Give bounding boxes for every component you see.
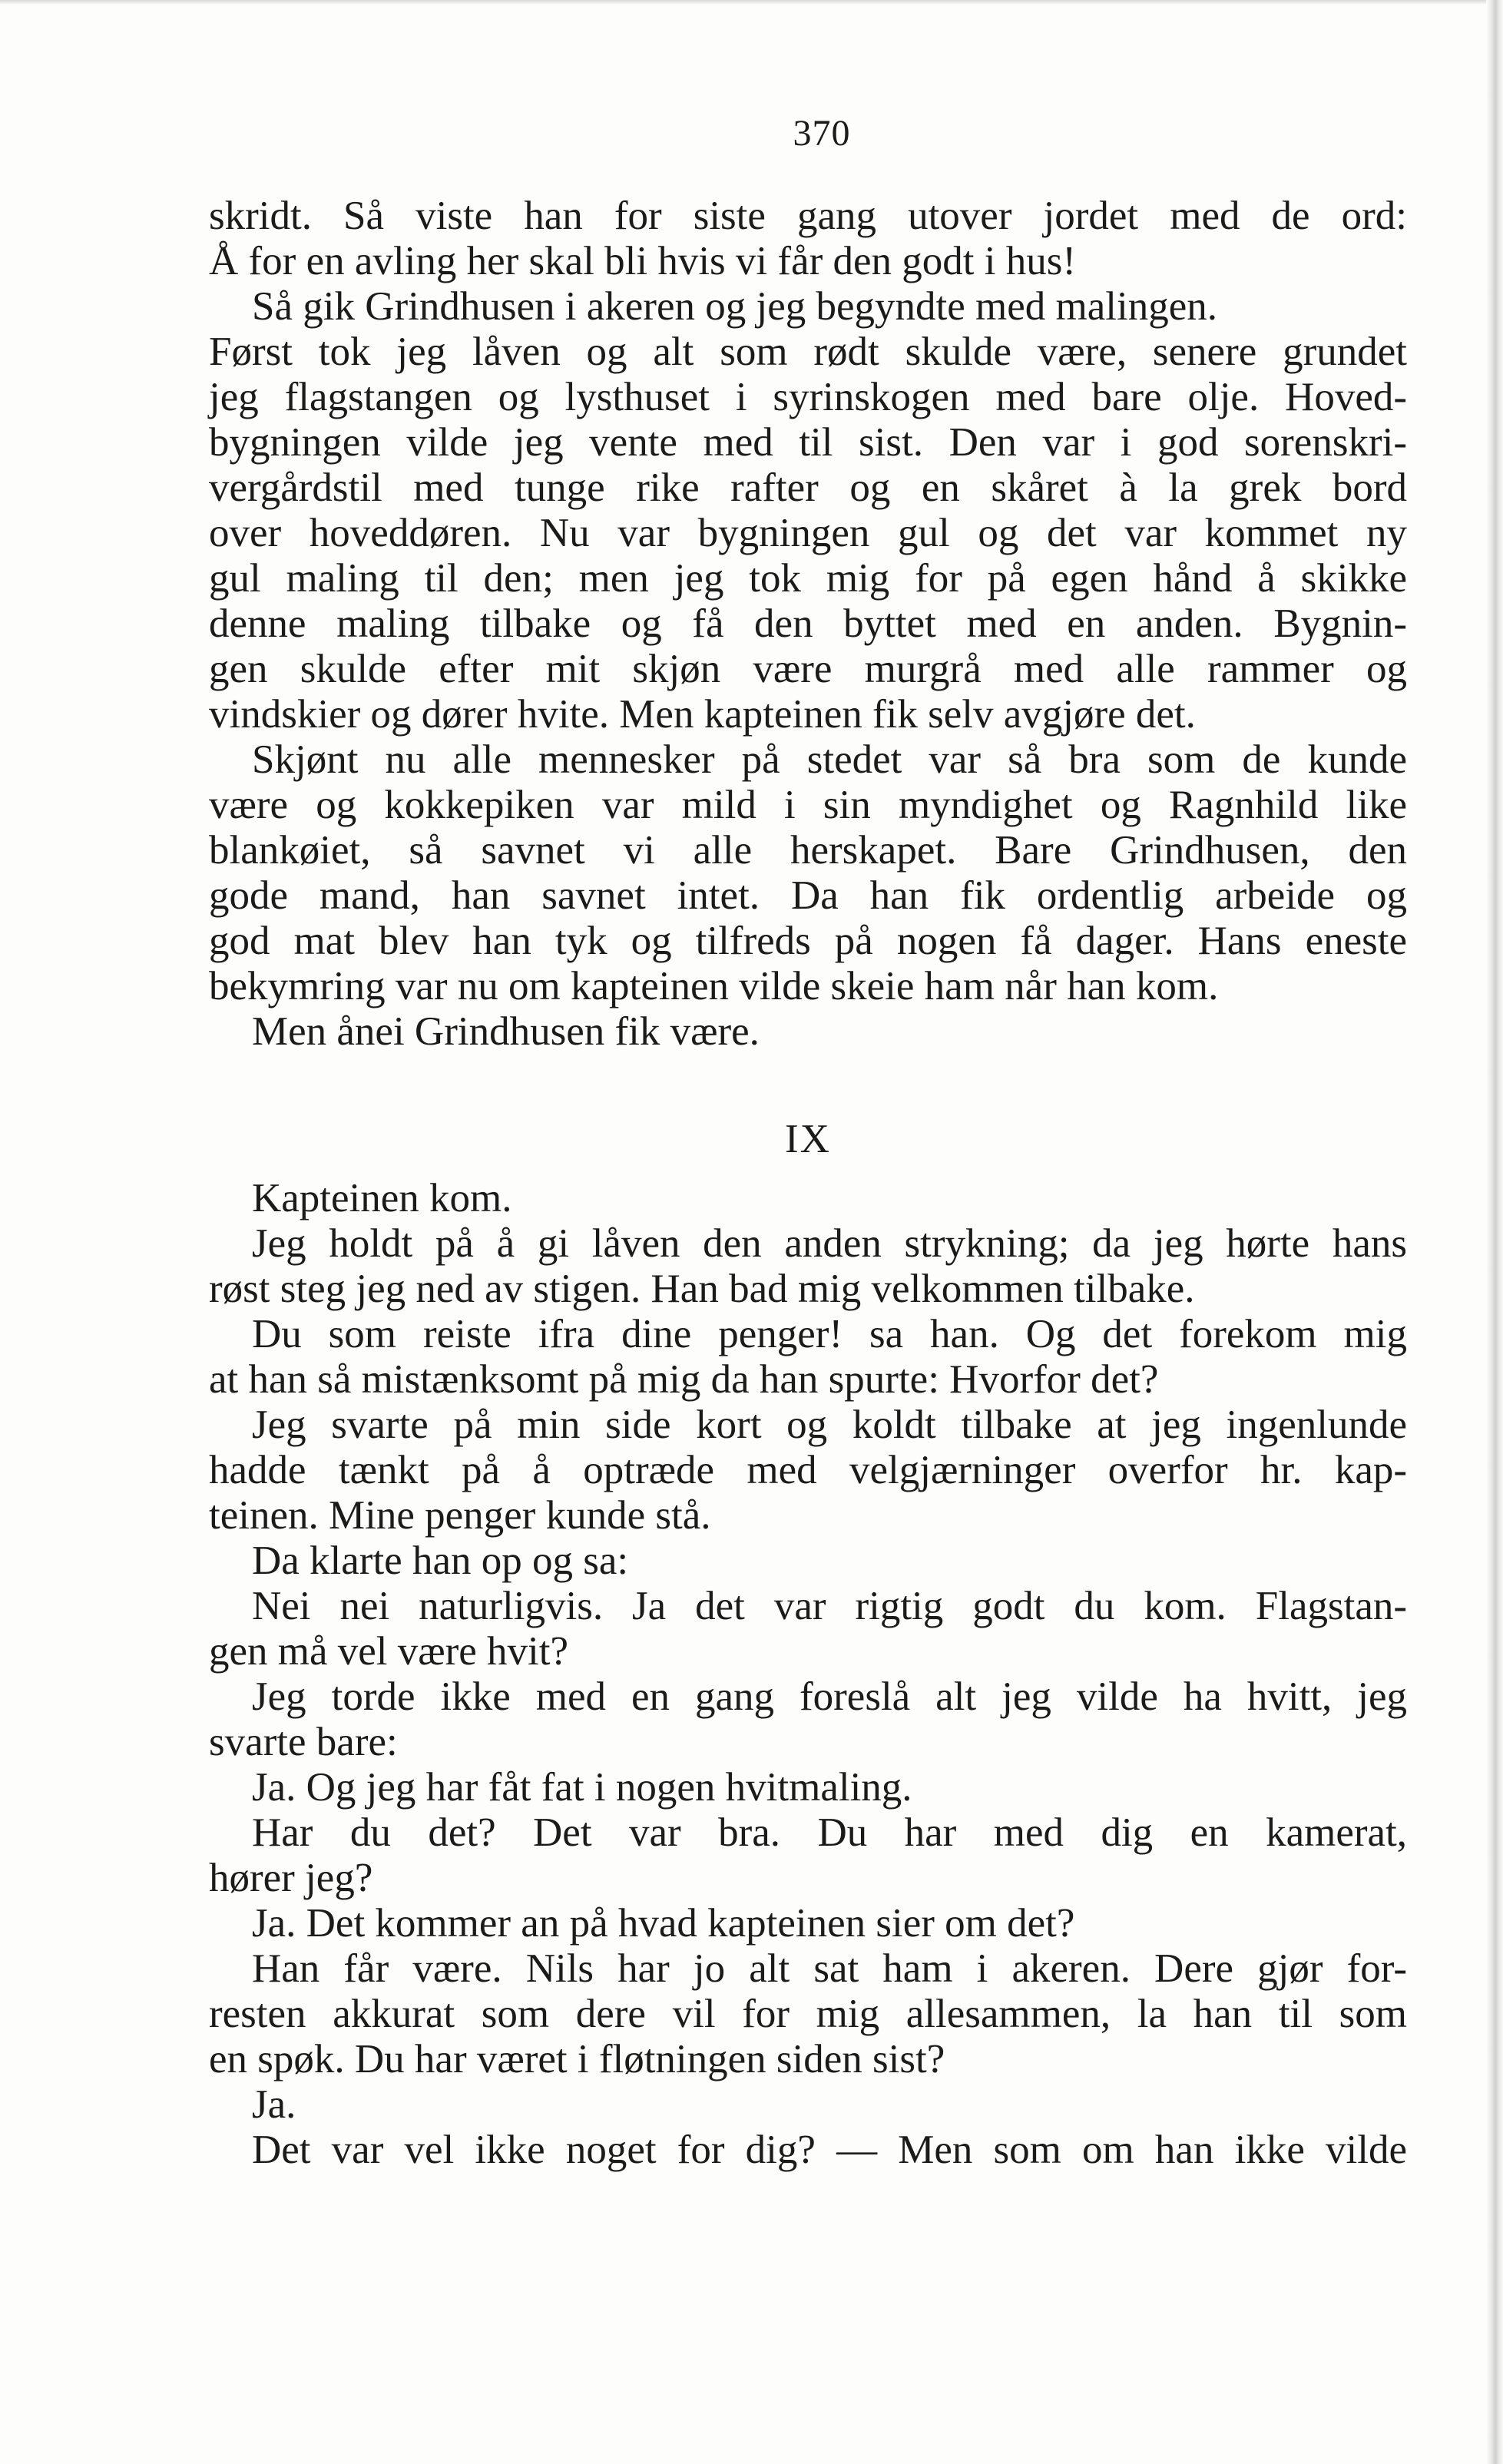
chapter-heading: IX (785, 1117, 831, 1161)
text-line: Han får være. Nils har jo alt sat ham i akeren. Dere gjør for- (252, 1946, 1407, 1991)
text-line: Jeg svarte på min side kort og koldt tilbake at jeg ingenlunde (252, 1403, 1407, 1447)
text-section-before-chapter (209, 194, 1407, 1055)
text-line: Først tok jeg låven og alt som rødt skulde være, senere grundet (209, 330, 1407, 374)
text-line: Skjønt nu alle mennesker på stedet var så bra som de kunde (252, 737, 1407, 782)
text-line: bygningen vilde jeg vente med til sist. Den var i god sorenskri- (209, 420, 1407, 465)
text-line: god mat blev han tyk og tilfreds på nogen få dager. Hans eneste (209, 919, 1407, 963)
text-line: at han så mistænksomt på mig da han spurte: Hvorfor det? (209, 1357, 1159, 1402)
text-line: Ja. Det kommer an på hvad kapteinen sier om det? (252, 1901, 1075, 1946)
text-line: være og kokkepiken var mild i sin myndighet og Ragnhild like (209, 783, 1407, 827)
text-line: vindskier og dører hvite. Men kapteinen fik selv avgjøre det. (209, 692, 1196, 737)
text-line: Det var vel ikke noget for dig? — Men som om han ikke vilde (252, 2128, 1407, 2172)
text-line: vergårdstil med tunge rike rafter og en skåret à la grek bord (209, 465, 1407, 510)
text-line: røst steg jeg ned av stigen. Han bad mig velkommen tilbake. (209, 1267, 1195, 1311)
text-line: blankøiet, så savnet vi alle herskapet. Bare Grindhusen, den (209, 828, 1407, 873)
text-line: hadde tænkt på å optræde med velgjærninger overfor hr. kap- (209, 1448, 1407, 1492)
text-line: gen skulde efter mit skjøn være murgrå med alle rammer og (209, 647, 1407, 691)
page-right-edge (1486, 0, 1503, 2464)
text-line: teinen. Mine penger kunde stå. (209, 1493, 711, 1538)
text-line: Jeg holdt på å gi låven den anden strykning; da jeg hørte hans (252, 1221, 1407, 1266)
text-line: Jeg torde ikke med en gang foreslå alt jeg vilde ha hvitt, jeg (252, 1674, 1407, 1719)
text-line: bekymring var nu om kapteinen vilde skeie ham når han kom. (209, 964, 1219, 1008)
page-top-edge (0, 0, 1503, 5)
text-line: gul maling til den; men jeg tok mig for på egen hånd å skikke (209, 556, 1407, 601)
text-line: en spøk. Du har været i fløtningen siden sist? (209, 2037, 945, 2081)
text-line: svarte bare: (209, 1720, 398, 1764)
page-number: 370 (793, 113, 851, 154)
chapter-break (209, 1055, 1407, 1176)
text-line: denne maling tilbake og få den byttet med en anden. Bygnin- (209, 601, 1407, 646)
body-text (209, 194, 1407, 2173)
text-line: Så gik Grindhusen i akeren og jeg begyndte med malingen. (252, 284, 1217, 329)
text-line: resten akkurat som dere vil for mig allesammen, la han til som (209, 1992, 1407, 2036)
text-line: jeg flagstangen og lysthuset i syrinskogen med bare olje. Hoved- (209, 375, 1407, 419)
text-line: Kapteinen kom. (252, 1176, 512, 1220)
text-line: gode mand, han savnet intet. Da han fik ordentlig arbeide og (209, 873, 1407, 918)
text-line: skridt. Så viste han for siste gang utover jordet med de ord: (209, 194, 1407, 238)
text-line: over hoveddøren. Nu var bygningen gul og det var kommet ny (209, 511, 1407, 555)
text-line: hører jeg? (209, 1856, 373, 1900)
text-section-chapter-ix (209, 1176, 1407, 2173)
text-line: Å for en avling her skal bli hvis vi får den godt i hus! (209, 239, 1076, 283)
text-line: gen må vel være hvit? (209, 1629, 569, 1674)
text-line: Men ånei Grindhusen fik være. (252, 1009, 760, 1054)
text-line: Har du det? Det var bra. Du har med dig en kamerat, (252, 1810, 1407, 1855)
text-line: Ja. (252, 2082, 296, 2127)
text-line: Nei nei naturligvis. Ja det var rigtig godt du kom. Flagstan- (252, 1584, 1407, 1628)
text-line: Ja. Og jeg har fåt fat i nogen hvitmaling. (252, 1765, 912, 1810)
text-line: Du som reiste ifra dine penger! sa han. Og det forekom mig (252, 1312, 1407, 1356)
text-line: Da klarte han op og sa: (252, 1538, 629, 1583)
